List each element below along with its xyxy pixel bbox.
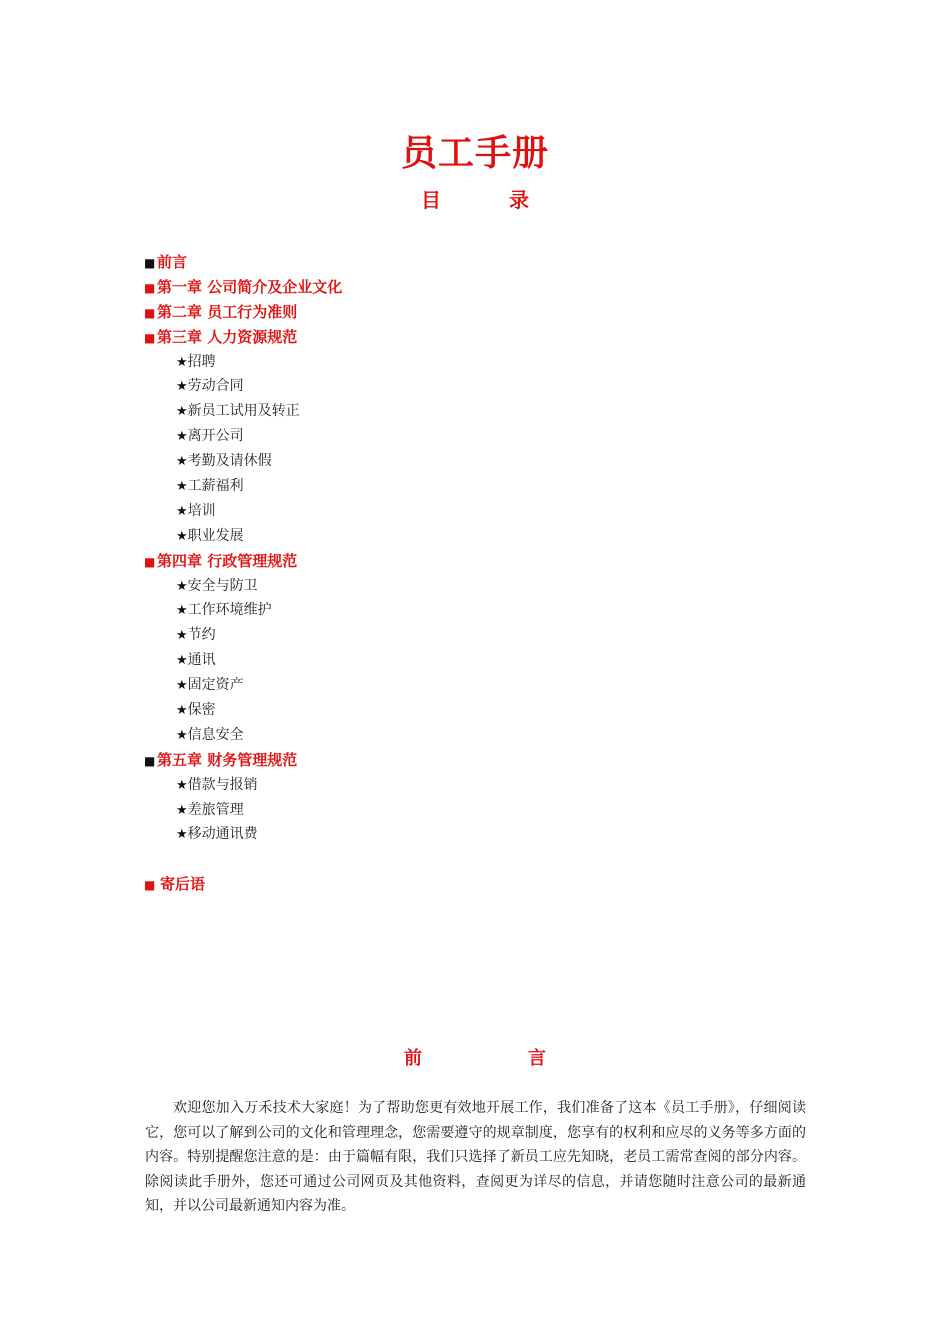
square-bullet-icon: ■ — [144, 753, 156, 768]
toc-chapter-2[interactable] — [144, 300, 804, 325]
toc-chapter-label: 第五章 财务管理规范 — [157, 750, 298, 769]
toc-item[interactable] — [144, 350, 804, 375]
star-icon: ★ — [176, 653, 188, 669]
star-icon: ★ — [176, 429, 188, 445]
star-icon: ★ — [176, 379, 188, 395]
toc-chapter-3[interactable] — [144, 325, 804, 350]
toc-item[interactable] — [144, 474, 804, 499]
square-bullet-icon: ■ — [144, 330, 156, 345]
toc-item-label: 离开公司 — [187, 428, 244, 445]
star-icon: ★ — [176, 479, 188, 495]
star-icon: ★ — [176, 827, 188, 843]
star-icon: ★ — [176, 628, 188, 644]
toc-item-label: 工作环境维护 — [187, 602, 272, 619]
toc-item-label: 保密 — [187, 702, 216, 719]
toc-chapter-preface[interactable] — [144, 250, 804, 275]
toc-item-label: 借款与报销 — [187, 776, 258, 793]
toc-item[interactable] — [144, 598, 804, 623]
toc-chapter-1[interactable] — [144, 275, 804, 300]
square-bullet-icon: ■ — [144, 280, 156, 295]
square-bullet-icon: ■ — [144, 256, 156, 270]
toc-item[interactable] — [144, 698, 804, 723]
toc-item-label: 培训 — [187, 502, 216, 519]
toc-item[interactable] — [144, 574, 804, 599]
toc-item-label: 工薪福利 — [187, 478, 244, 495]
toc-item[interactable] — [144, 822, 804, 847]
star-icon: ★ — [176, 727, 188, 743]
star-icon: ★ — [176, 678, 188, 694]
toc-chapter-label: 前言 — [157, 253, 188, 271]
star-icon: ★ — [176, 777, 188, 793]
square-bullet-icon: ■ — [144, 305, 156, 320]
toc-title: 目 录 — [421, 188, 553, 212]
spacer — [144, 847, 804, 872]
toc-chapter-label: 第二章 员工行为准则 — [157, 302, 298, 321]
document-title: 员工手册 — [400, 133, 549, 174]
toc-chapter-4[interactable] — [144, 549, 804, 574]
toc-item[interactable] — [144, 399, 804, 424]
toc-item-label: 移动通讯费 — [187, 826, 258, 843]
toc-item-label: 招聘 — [187, 353, 216, 370]
preface-title: 前 言 — [404, 1048, 590, 1069]
toc-item-label: 新员工试用及转正 — [187, 403, 300, 420]
toc-item-label: 固定资产 — [187, 677, 244, 694]
toc-item-label: 考勤及请休假 — [187, 453, 272, 470]
toc-item-label: 通讯 — [187, 652, 216, 669]
toc-item[interactable] — [144, 499, 804, 524]
toc-chapter-label: 第三章 人力资源规范 — [157, 327, 298, 346]
square-bullet-icon: ■ — [144, 554, 156, 569]
toc-chapter-label: 第四章 行政管理规范 — [157, 551, 298, 570]
square-bullet-icon: ■ — [144, 878, 156, 893]
toc-item[interactable] — [144, 449, 804, 474]
toc-item[interactable] — [144, 723, 804, 748]
preface-body: 欢迎您加入万禾技术大家庭！为了帮助您更有效地开展工作，我们准备了这本《员工手册》，仔细阅读它，您可以了解到公司的文化和管理理念，您需要遵守的规章制度，您享有的权利和应尽的义务等多方面的内容。特别提醒您注意的是：由于篇幅有限，我们只选择了新员工应先知晓，老员工需常查阅的部分内容。除阅读此手册外，您还可通过公司网页及其他资料，查阅更为详尽的信息，并请您随时注意公司的最新通知，并以公司最新通知内容为准。 — [145, 1100, 806, 1215]
star-icon: ★ — [176, 703, 188, 719]
toc-item-label: 职业发展 — [187, 527, 244, 544]
star-icon: ★ — [176, 528, 188, 544]
toc-item-label: 节约 — [187, 627, 216, 644]
star-icon: ★ — [176, 802, 188, 818]
toc-chapter-label: 第一章 公司简介及企业文化 — [157, 277, 343, 296]
toc-afterword-label: 寄后语 — [160, 875, 206, 894]
toc-item[interactable] — [144, 798, 804, 823]
toc-item-label: 信息安全 — [187, 726, 244, 743]
star-icon: ★ — [176, 578, 188, 594]
star-icon: ★ — [176, 503, 188, 519]
toc-item[interactable] — [144, 673, 804, 698]
toc-item-label: 安全与防卫 — [187, 577, 258, 594]
toc-item[interactable] — [144, 773, 804, 798]
table-of-contents — [144, 250, 804, 897]
star-icon: ★ — [176, 454, 188, 470]
star-icon: ★ — [176, 354, 188, 370]
toc-item[interactable] — [144, 648, 804, 673]
toc-item-label: 差旅管理 — [187, 801, 244, 818]
toc-item[interactable] — [144, 424, 804, 449]
toc-item[interactable] — [144, 374, 804, 399]
toc-item[interactable] — [144, 623, 804, 648]
toc-item[interactable] — [144, 524, 804, 549]
toc-chapter-5[interactable] — [144, 748, 804, 773]
star-icon: ★ — [176, 404, 188, 420]
star-icon: ★ — [176, 603, 188, 619]
toc-afterword[interactable] — [144, 872, 804, 897]
toc-item-label: 劳动合同 — [187, 378, 244, 395]
